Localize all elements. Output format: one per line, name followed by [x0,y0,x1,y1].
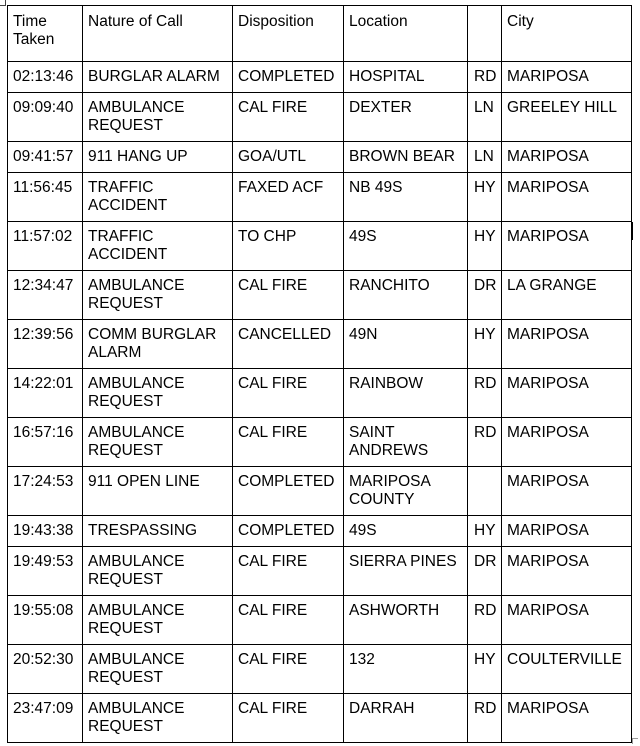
cell-city: MARIPOSA [502,418,632,467]
cell-street-suffix: RD [468,596,502,645]
table-row [8,694,632,743]
cell-location: MARIPOSA COUNTY [344,467,468,516]
cell-nature: TRAFFIC ACCIDENT [83,222,233,271]
page-edge-tick [632,222,633,240]
header-location: Location [344,6,468,62]
table-row [8,173,632,222]
cell-street-suffix: HY [468,320,502,369]
table-row [8,467,632,516]
cell-street-suffix: DR [468,547,502,596]
cell-disposition: CAL FIRE [233,645,344,694]
cell-time: 09:41:57 [8,142,83,173]
header-time-taken: Time Taken [8,6,83,62]
cell-nature: AMBULANCE REQUEST [83,369,233,418]
cell-location: 49N [344,320,468,369]
cell-location: BROWN BEAR [344,142,468,173]
cell-nature: AMBULANCE REQUEST [83,271,233,320]
cell-street-suffix: DR [468,271,502,320]
cell-time: 12:39:56 [8,320,83,369]
cell-location: 132 [344,645,468,694]
cell-city: MARIPOSA [502,547,632,596]
cell-time: 17:24:53 [8,467,83,516]
cell-city: MARIPOSA [502,369,632,418]
cell-nature: 911 OPEN LINE [83,467,233,516]
cell-location: DEXTER [344,93,468,142]
cell-time: 19:55:08 [8,596,83,645]
cell-street-suffix [468,467,502,516]
cell-street-suffix: HY [468,222,502,271]
cell-time: 11:56:45 [8,173,83,222]
cell-city: LA GRANGE [502,271,632,320]
cell-nature: AMBULANCE REQUEST [83,645,233,694]
cell-disposition: GOA/UTL [233,142,344,173]
table-row [8,93,632,142]
cell-location: ASHWORTH [344,596,468,645]
table-row [8,271,632,320]
cell-nature: AMBULANCE REQUEST [83,547,233,596]
cell-time: 19:43:38 [8,516,83,547]
cell-street-suffix: RD [468,369,502,418]
cell-nature: TRAFFIC ACCIDENT [83,173,233,222]
cell-street-suffix: HY [468,516,502,547]
cell-nature: COMM BURGLAR ALARM [83,320,233,369]
cell-city: MARIPOSA [502,320,632,369]
cell-disposition: CAL FIRE [233,369,344,418]
cell-time: 12:34:47 [8,271,83,320]
cell-nature: AMBULANCE REQUEST [83,596,233,645]
cell-nature: BURGLAR ALARM [83,62,233,93]
cell-city: MARIPOSA [502,142,632,173]
cell-street-suffix: HY [468,645,502,694]
cell-disposition: CAL FIRE [233,596,344,645]
cell-disposition: CAL FIRE [233,271,344,320]
cell-nature: AMBULANCE REQUEST [83,694,233,743]
table-row [8,142,632,173]
cell-street-suffix: RD [468,694,502,743]
cell-location: 49S [344,516,468,547]
cell-street-suffix: LN [468,142,502,173]
table-row [8,596,632,645]
table-row [8,418,632,467]
cell-time: 19:49:53 [8,547,83,596]
cell-time: 16:57:16 [8,418,83,467]
cell-disposition: CAL FIRE [233,547,344,596]
cell-nature: AMBULANCE REQUEST [83,93,233,142]
call-log-table [7,5,632,743]
cell-nature: TRESPASSING [83,516,233,547]
cell-time: 20:52:30 [8,645,83,694]
cell-location: SAINT ANDREWS [344,418,468,467]
cell-nature: AMBULANCE REQUEST [83,418,233,467]
page-corner-mark [0,0,6,6]
cell-city: MARIPOSA [502,62,632,93]
cell-location: 49S [344,222,468,271]
table-row [8,320,632,369]
table-header-row [8,6,632,62]
cell-disposition: TO CHP [233,222,344,271]
table-row [8,516,632,547]
table-row [8,369,632,418]
table-row [8,547,632,596]
cell-disposition: CAL FIRE [233,694,344,743]
cell-city: MARIPOSA [502,516,632,547]
cell-city: MARIPOSA [502,222,632,271]
cell-nature: 911 HANG UP [83,142,233,173]
cell-city: MARIPOSA [502,596,632,645]
cell-location: HOSPITAL [344,62,468,93]
cell-disposition: COMPLETED [233,467,344,516]
cell-street-suffix: LN [468,93,502,142]
cell-location: NB 49S [344,173,468,222]
cell-city: COULTERVILLE [502,645,632,694]
cell-street-suffix: HY [468,173,502,222]
table-row [8,222,632,271]
table-row [8,645,632,694]
cell-location: RAINBOW [344,369,468,418]
cell-city: MARIPOSA [502,467,632,516]
cell-city: GREELEY HILL [502,93,632,142]
cell-disposition: CANCELLED [233,320,344,369]
cell-city: MARIPOSA [502,694,632,743]
cell-time: 14:22:01 [8,369,83,418]
header-street-suffix [468,6,502,62]
cell-time: 09:09:40 [8,93,83,142]
cell-street-suffix: RD [468,62,502,93]
cell-time: 02:13:46 [8,62,83,93]
cell-location: DARRAH [344,694,468,743]
page-corner-mark [632,738,638,744]
table-row [8,62,632,93]
cell-time: 11:57:02 [8,222,83,271]
cell-disposition: COMPLETED [233,516,344,547]
header-city: City [502,6,632,62]
cell-time: 23:47:09 [8,694,83,743]
cell-city: MARIPOSA [502,173,632,222]
header-disposition: Disposition [233,6,344,62]
cell-location: RANCHITO [344,271,468,320]
cell-disposition: COMPLETED [233,62,344,93]
cell-location: SIERRA PINES [344,547,468,596]
cell-disposition: CAL FIRE [233,93,344,142]
cell-street-suffix: RD [468,418,502,467]
header-nature-of-call: Nature of Call [83,6,233,62]
cell-disposition: FAXED ACF [233,173,344,222]
cell-disposition: CAL FIRE [233,418,344,467]
